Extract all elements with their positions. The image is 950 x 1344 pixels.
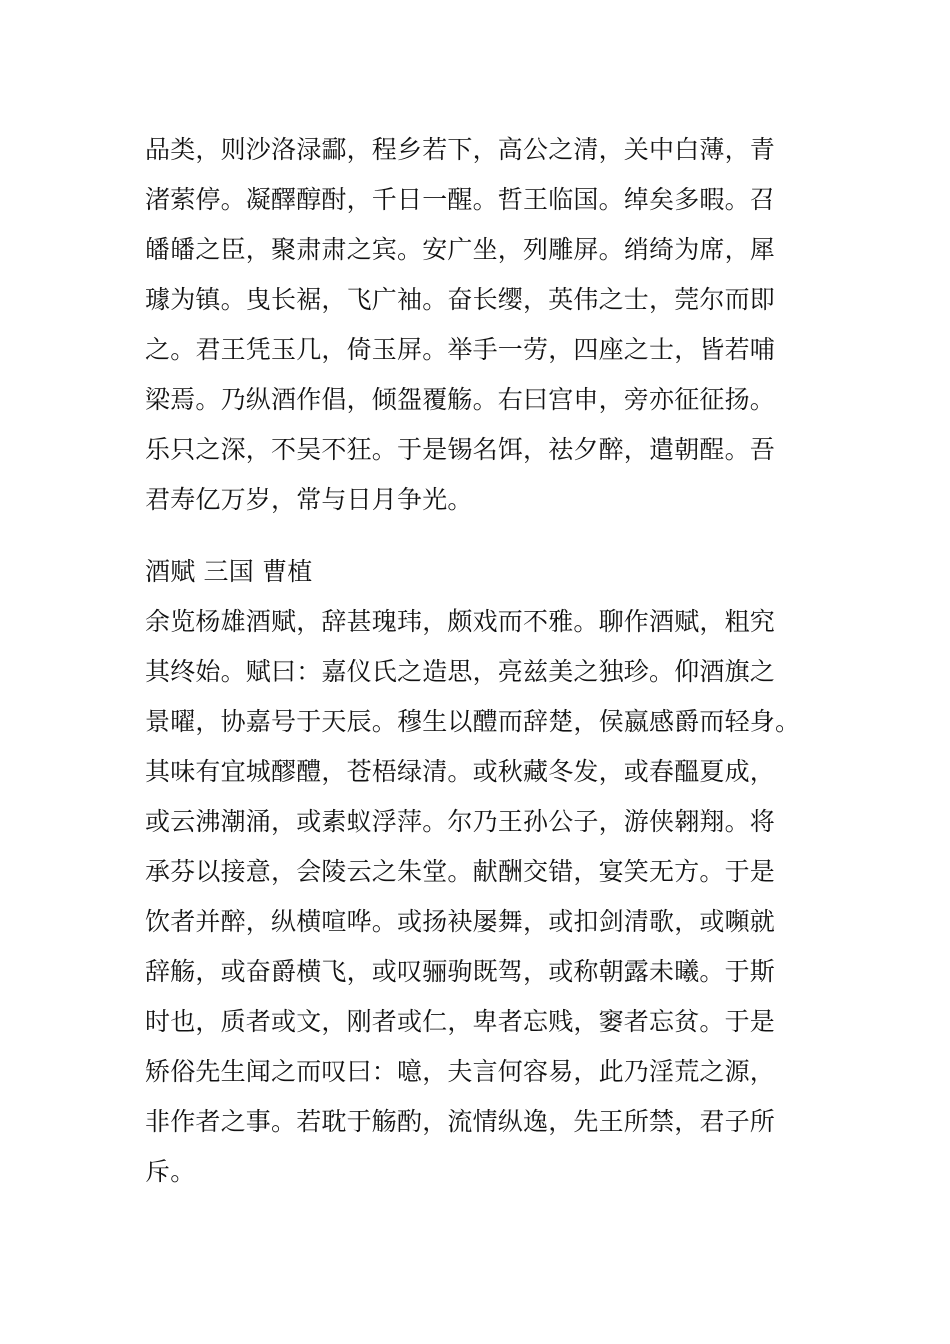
- text-line: 其味有宜城醪醴，苍梧绿清。或秋藏冬发，或春醞夏成，: [145, 757, 776, 786]
- text-line: 承芬以接意，会陵云之朱堂。献酬交错，宴笑无方。于是: [145, 857, 776, 886]
- text-line: 斥。: [145, 1157, 196, 1186]
- text-line: 景曜，协嘉号于天辰。穆生以醴而辞楚，侯嬴感爵而轻身。: [145, 707, 801, 736]
- text-line: 非作者之事。若耽于觞酌，流情纵逸，先王所禁，君子所: [145, 1107, 776, 1136]
- text-line: 渚萦停。凝醳醇酎，千日一醒。哲王临国。绰矣多暇。召: [145, 185, 776, 214]
- text-line: 之。君王凭玉几，倚玉屏。举手一劳，四座之士，皆若哺: [145, 335, 776, 364]
- passage-2: [145, 597, 805, 1197]
- text-line: 品类，则沙洛渌酃，程乡若下，高公之清，关中白薄，青: [145, 135, 776, 164]
- text-line: 君寿亿万岁，常与日月争光。: [145, 485, 473, 514]
- text-line: 辞觞，或奋爵横飞，或叹骊驹既驾，或称朝露未曦。于斯: [145, 957, 776, 986]
- text-line: 矫俗先生闻之而叹曰：噫，夫言何容易，此乃淫荒之源，: [145, 1057, 776, 1086]
- text-line: 其终始。赋曰：嘉仪氏之造思，亮兹美之独珍。仰酒旗之: [145, 657, 776, 686]
- text-line: 饮者并醉，纵横喧哗。或扬袂屡舞，或扣剑清歌，或嚬就: [145, 907, 776, 936]
- text-line: 皤皤之臣，聚肃肃之宾。安广坐，列雕屏。绡绮为席，犀: [145, 235, 776, 264]
- text-line: 余览杨雄酒赋，辞甚瑰玮，颇戏而不雅。聊作酒赋，粗究: [145, 607, 776, 636]
- passage-1: [145, 125, 805, 525]
- text-line: 乐只之深，不吴不狂。于是锡名饵，祛夕醉，遣朝酲。吾: [145, 435, 776, 464]
- section-title: [145, 547, 805, 597]
- text-line: 梁焉。乃纵酒作倡，倾盌覆觞。右曰宫申，旁亦征征扬。: [145, 385, 776, 414]
- text-line: 时也，质者或文，刚者或仁，卑者忘贱，窭者忘贫。于是: [145, 1007, 776, 1036]
- section-title-text: 酒赋 三国 曹植: [145, 557, 313, 586]
- text-line: 或云沸潮涌，或素蚁浮萍。尔乃王孙公子，游侠翱翔。将: [145, 807, 776, 836]
- text-line: 璩为镇。曳长裾，飞广袖。奋长缨，英伟之士，莞尔而即: [145, 285, 776, 314]
